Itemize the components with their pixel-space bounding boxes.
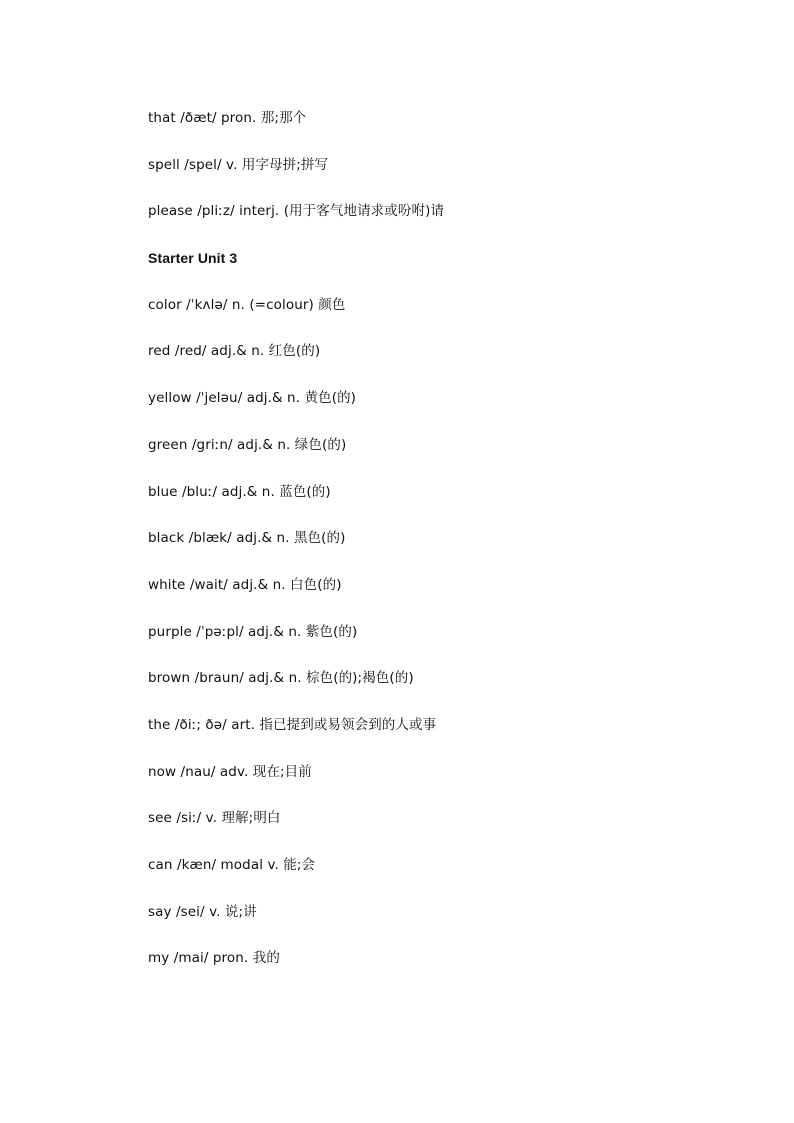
vocab-entry-black: black /blæk/ adj.& n. 黑色(的) (148, 530, 346, 547)
unit-heading: Starter Unit 3 (148, 250, 238, 267)
vocab-entry-spell: spell /spel/ v. 用字母拼;拼写 (148, 156, 329, 173)
vocab-entry-white: white /wait/ adj.& n. 白色(的) (148, 576, 342, 593)
vocab-entry-brown: brown /braun/ adj.& n. 棕色(的);褐色(的) (148, 670, 414, 687)
vocab-entry-that: that /ðæt/ pron. 那;那个 (148, 110, 307, 126)
vocab-entry-see: see /siː/ v. 理解;明白 (148, 810, 281, 827)
vocab-entry-blue: blue /bluː/ adj.& n. 蓝色(的) (148, 483, 331, 500)
vocab-entry-color: color /ˈkʌlə/ n. (=colour) 颜色 (148, 296, 346, 313)
vocab-entry-red: red /red/ adj.& n. 红色(的) (148, 343, 321, 360)
vocab-entry-now: now /nau/ adv. 现在;目前 (148, 763, 312, 780)
vocab-entry-can: can /kæn/ modal v. 能;会 (148, 857, 316, 873)
vocab-entry-my: my /mai/ pron. 我的 (148, 950, 280, 967)
vocabulary-list (148, 107, 748, 994)
vocab-entry-the: the /ðiː; ðə/ art. 指已提到或易领会到的人或事 (148, 716, 437, 733)
vocab-entry-yellow: yellow /ˈjeləu/ adj.& n. 黄色(的) (148, 390, 357, 407)
vocab-entry-purple: purple /ˈpəːpl/ adj.& n. 紫色(的) (148, 623, 358, 640)
vocab-entry-say: say /sei/ v. 说;讲 (148, 903, 257, 920)
vocab-entry-green: green /griːn/ adj.& n. 绿色(的) (148, 436, 347, 453)
vocab-entry-please: please /pliːz/ interj. (用于客气地请求或吩咐)请 (148, 203, 445, 220)
